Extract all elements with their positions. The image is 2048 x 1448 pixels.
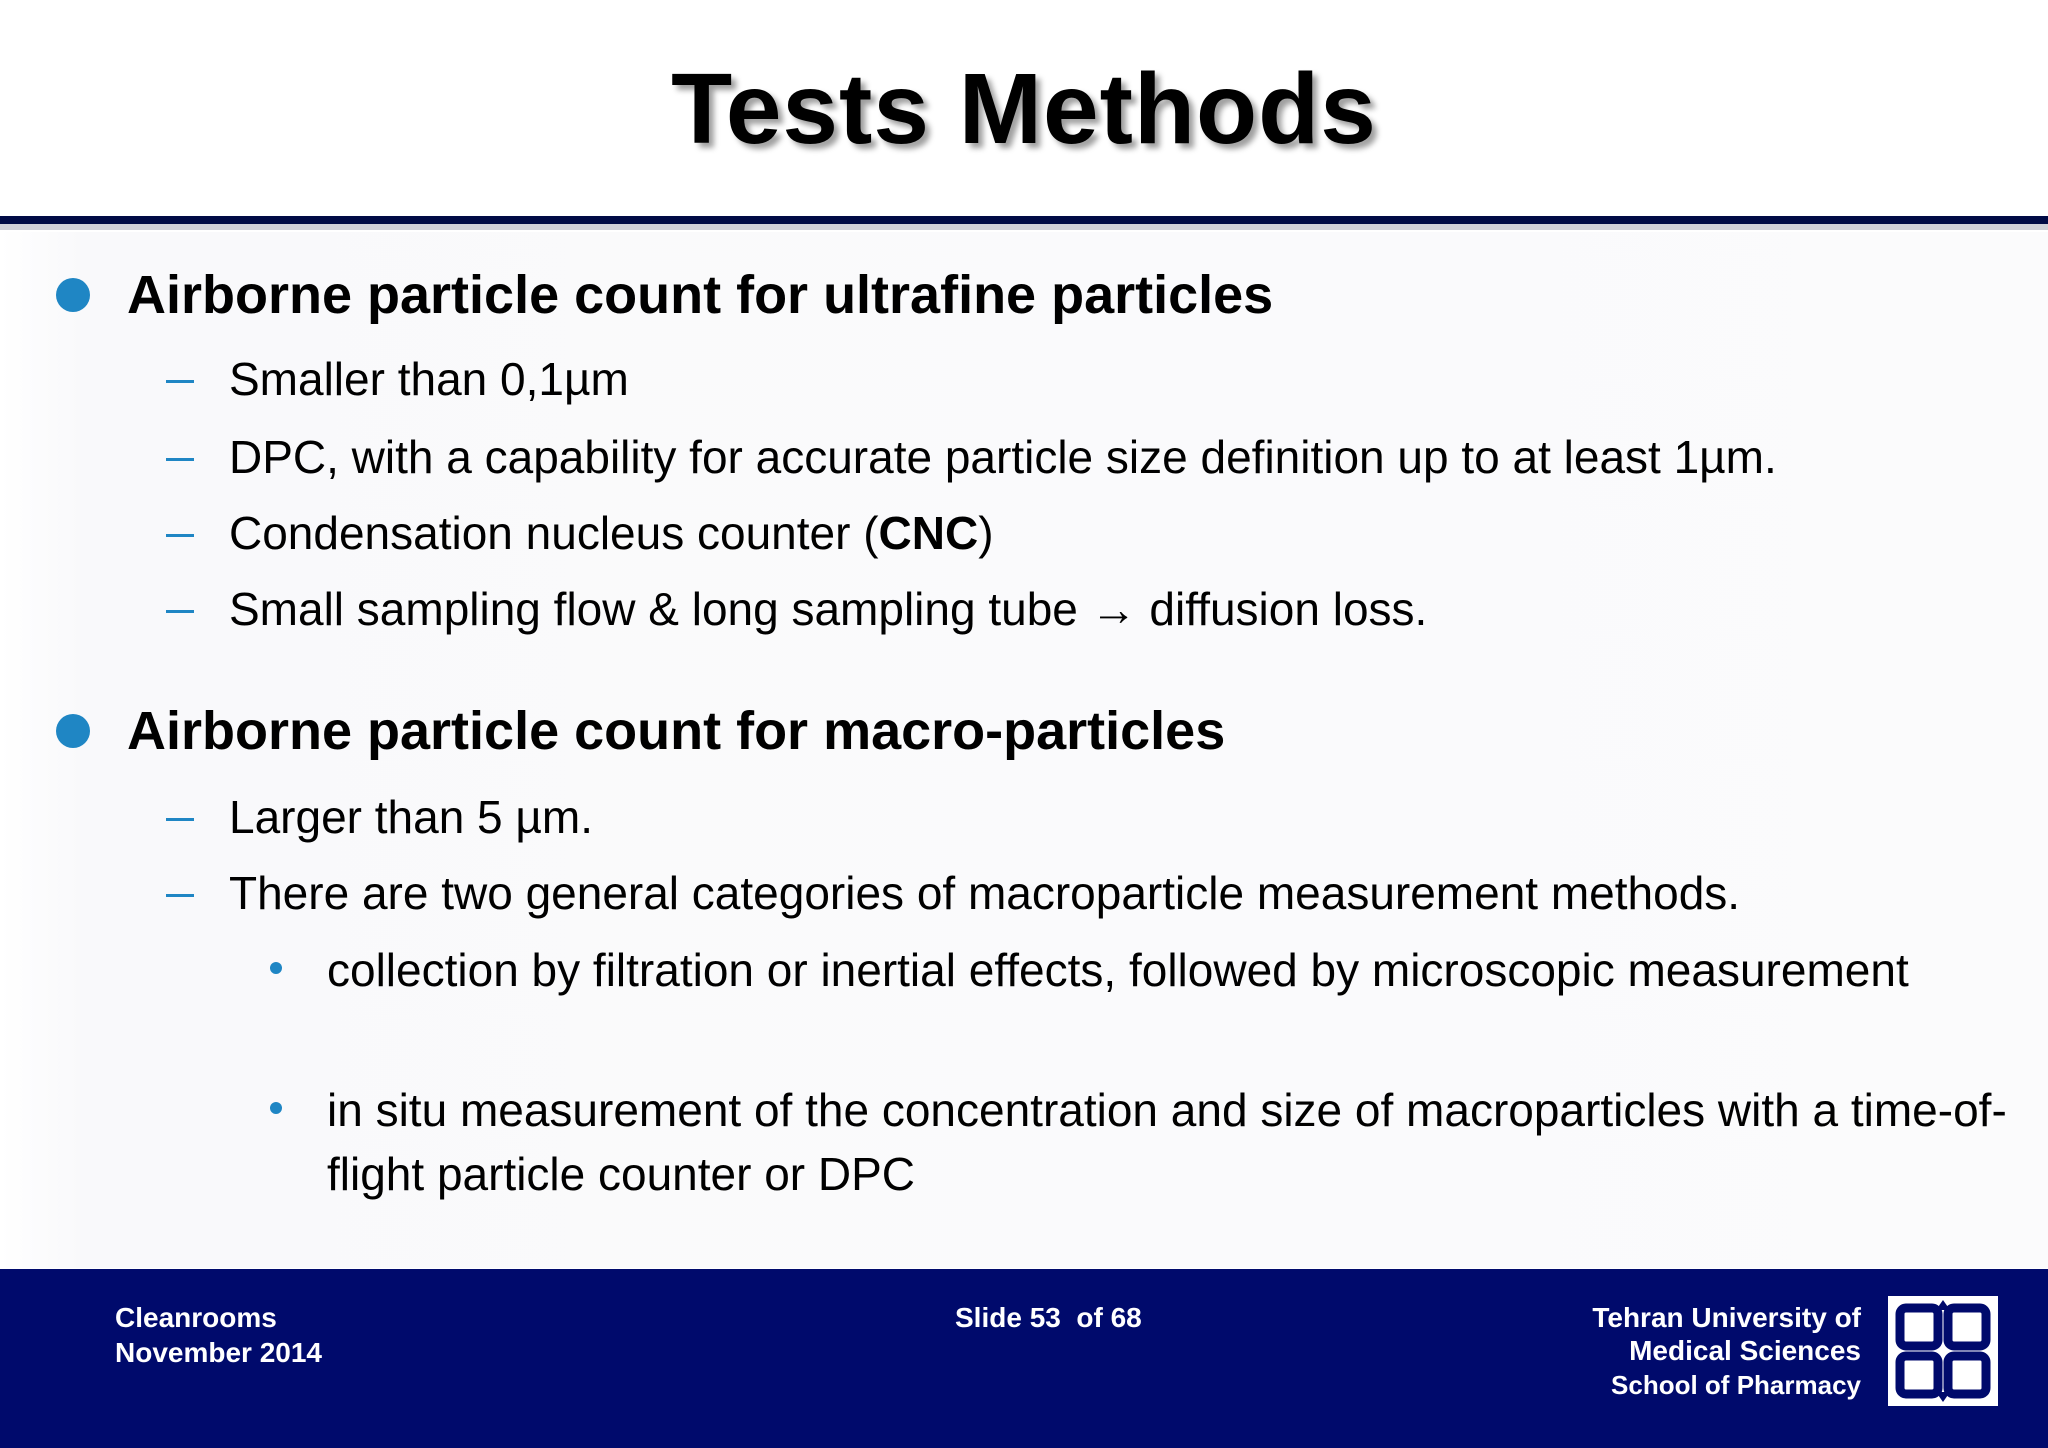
item-text: Smaller than 0,1µm [229,353,629,405]
dash-bullet-icon [166,534,194,537]
section-heading: Airborne particle count for macro-particles [127,701,1226,761]
sub-list-item: collection by filtration or inertial effects, followed by microscopic measurement [327,944,1909,996]
title-rule-shadow [0,224,2048,230]
dash-bullet-icon [166,894,194,897]
dash-bullet-icon [166,610,194,613]
list-item [229,506,994,560]
item-text: Condensation nucleus counter ( [229,507,879,559]
item-text: DPC, with a capability for accurate particle size definition up to at least 1µm. [229,431,1777,483]
dash-bullet-icon [166,458,194,461]
item-text: There are two general categories of macroparticle measurement methods. [229,867,1741,919]
list-item [229,582,1427,636]
item-text-end: ) [978,507,994,559]
list-item [229,866,1740,920]
footer-date: November 2014 [115,1337,323,1368]
list-item [229,430,1777,484]
slide-number: Slide 53 of 68 [955,1302,1142,1333]
bullet-dot-icon [56,278,90,312]
footer-university-line1: Tehran University of [1592,1302,1861,1333]
item-text-end: diffusion loss. [1136,583,1428,635]
footer-university-line2: Medical Sciences [1629,1335,1861,1366]
footer-course: Cleanrooms [115,1302,277,1333]
list-item [229,790,593,844]
small-bullet-icon [270,1102,282,1114]
item-bold-text: CNC [878,507,979,559]
slide-title: Tests Methods [671,53,1377,165]
dash-bullet-icon [166,818,194,821]
item-text: Small sampling flow & long sampling tube [229,583,1091,635]
section-heading: Airborne particle count for ultrafine particles [127,265,1274,325]
list-item [229,352,629,406]
university-logo-icon [1888,1296,1998,1406]
item-text: Larger than 5 µm. [229,791,594,843]
title-rule [0,216,2048,224]
dash-bullet-icon [166,380,194,383]
sub-list-item: in situ measurement of the concentration and size of macroparticles with a time-of-flight particle counter or DPC [327,1084,2007,1200]
bullet-dot-icon [56,714,90,748]
footer-school: School of Pharmacy [1611,1370,1861,1400]
arrow-icon: → [1090,583,1137,635]
small-bullet-icon [270,962,282,974]
